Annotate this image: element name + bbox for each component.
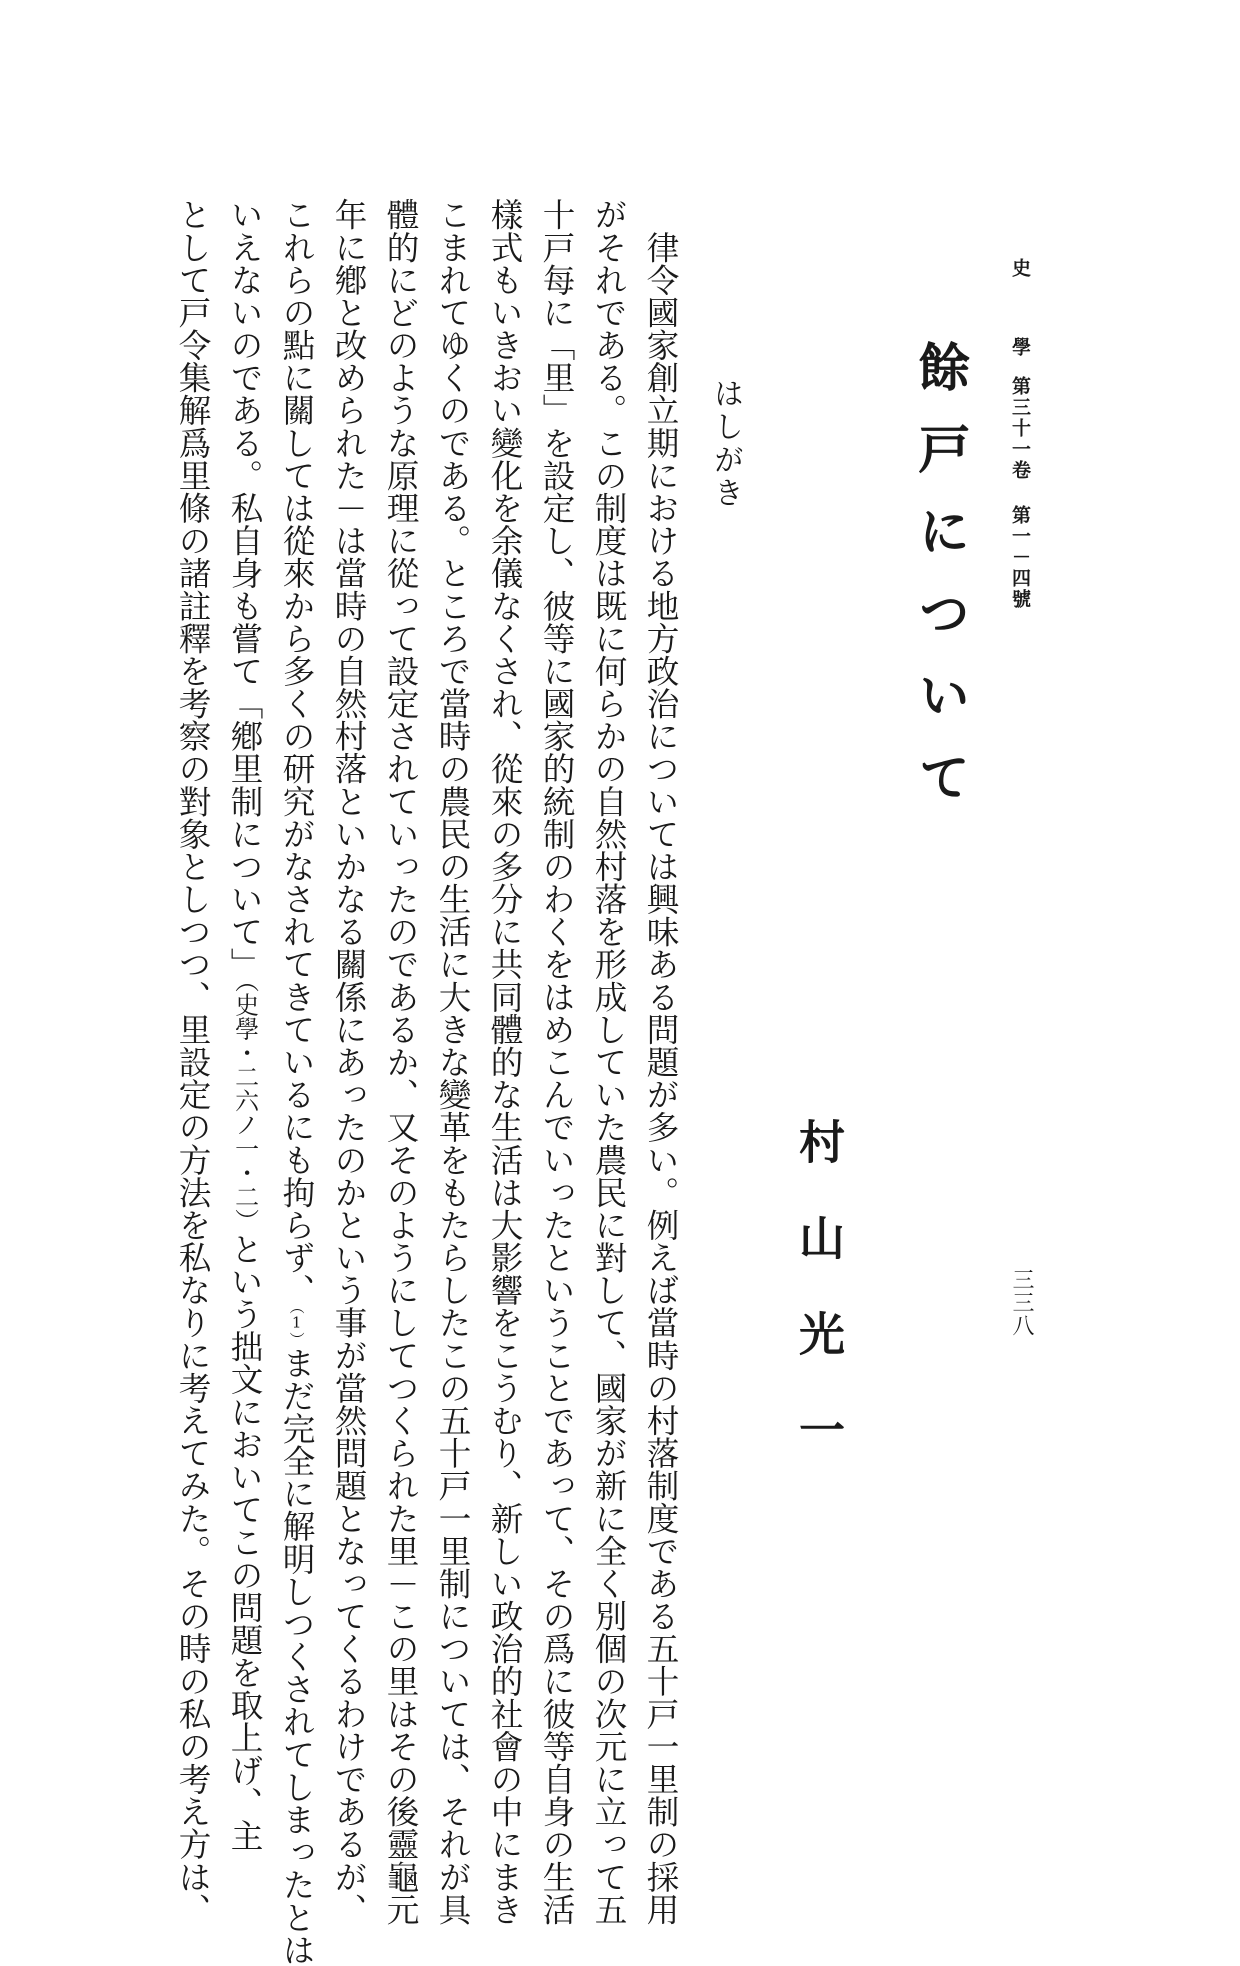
body-line-5: こまれてゆくのである。ところで當時の農民の生活に大きな變革をもたらしたこの五十戸一里制については、それが具 bbox=[433, 198, 472, 1926]
body-line-8 bbox=[277, 198, 316, 1966]
journal-name-part1: 史 bbox=[1009, 258, 1031, 279]
body-line-9-text: いえないのである。私自身も嘗て「鄕里制について」 bbox=[225, 198, 264, 981]
body-line-9 bbox=[225, 198, 264, 1852]
footnote-marker: （1） bbox=[287, 1306, 306, 1347]
body-line-3: 十戸每に「里」を設定し、彼等に國家的統制のわくをはめこんでいったということであって、その爲に彼等自身の生活 bbox=[537, 198, 576, 1926]
body-line-6: 體的にどのような原理に從って設定されていったのであるか、又そのようにしてつくられた里－この里はその後靈龜元 bbox=[381, 198, 420, 1926]
journal-name-part2: 學 bbox=[1009, 337, 1031, 358]
body-line-9-continuation: という拙文においてこの問題を取上げ、主 bbox=[225, 1232, 264, 1852]
citation: （史學・二六ノ一・二） bbox=[230, 980, 259, 1233]
body-line-2: がそれである。この制度は既に何らかの自然村落を形成していた農民に對して、國家が新に全く別個の次元に立って五 bbox=[589, 198, 628, 1926]
article-title: 餘戸について bbox=[909, 340, 970, 832]
body-line-8-continuation: まだ完全に解明しつくされてしまったとは bbox=[277, 1346, 316, 1966]
author-name: 村山光一 bbox=[792, 1118, 846, 1502]
page-number: 三三八 bbox=[1009, 1268, 1034, 1337]
body-line-4: 樣式もいきおい變化を余儀なくされ、從來の多分に共同體的な生活は大影響をこうむり、新しい政治的社會の中にまき bbox=[485, 198, 524, 1926]
body-line-10: として戸令集解爲里條の諸註釋を考察の對象としつつ、里設定の方法を私なりに考えてみた。その時の私の考え方は、 bbox=[173, 198, 212, 1926]
body-line-8-text: これらの點に關しては從來から多くの研究がなされてきているにも拘らず、 bbox=[277, 198, 316, 1307]
body-line-7: 年に鄕と改められた－は當時の自然村落といかなる關係にあったのかという事が當然問題となってくるわけであるが、 bbox=[329, 198, 368, 1926]
body-line-1: 律令國家創立期における地方政治については興味ある問題が多い。例えば當時の村落制度である五十戸一里制の採用 bbox=[641, 198, 680, 1926]
volume-issue: 第三十一卷 第一－四號 bbox=[1009, 376, 1031, 610]
running-header-journal bbox=[1010, 258, 1029, 610]
section-heading: はしがき bbox=[708, 378, 743, 510]
